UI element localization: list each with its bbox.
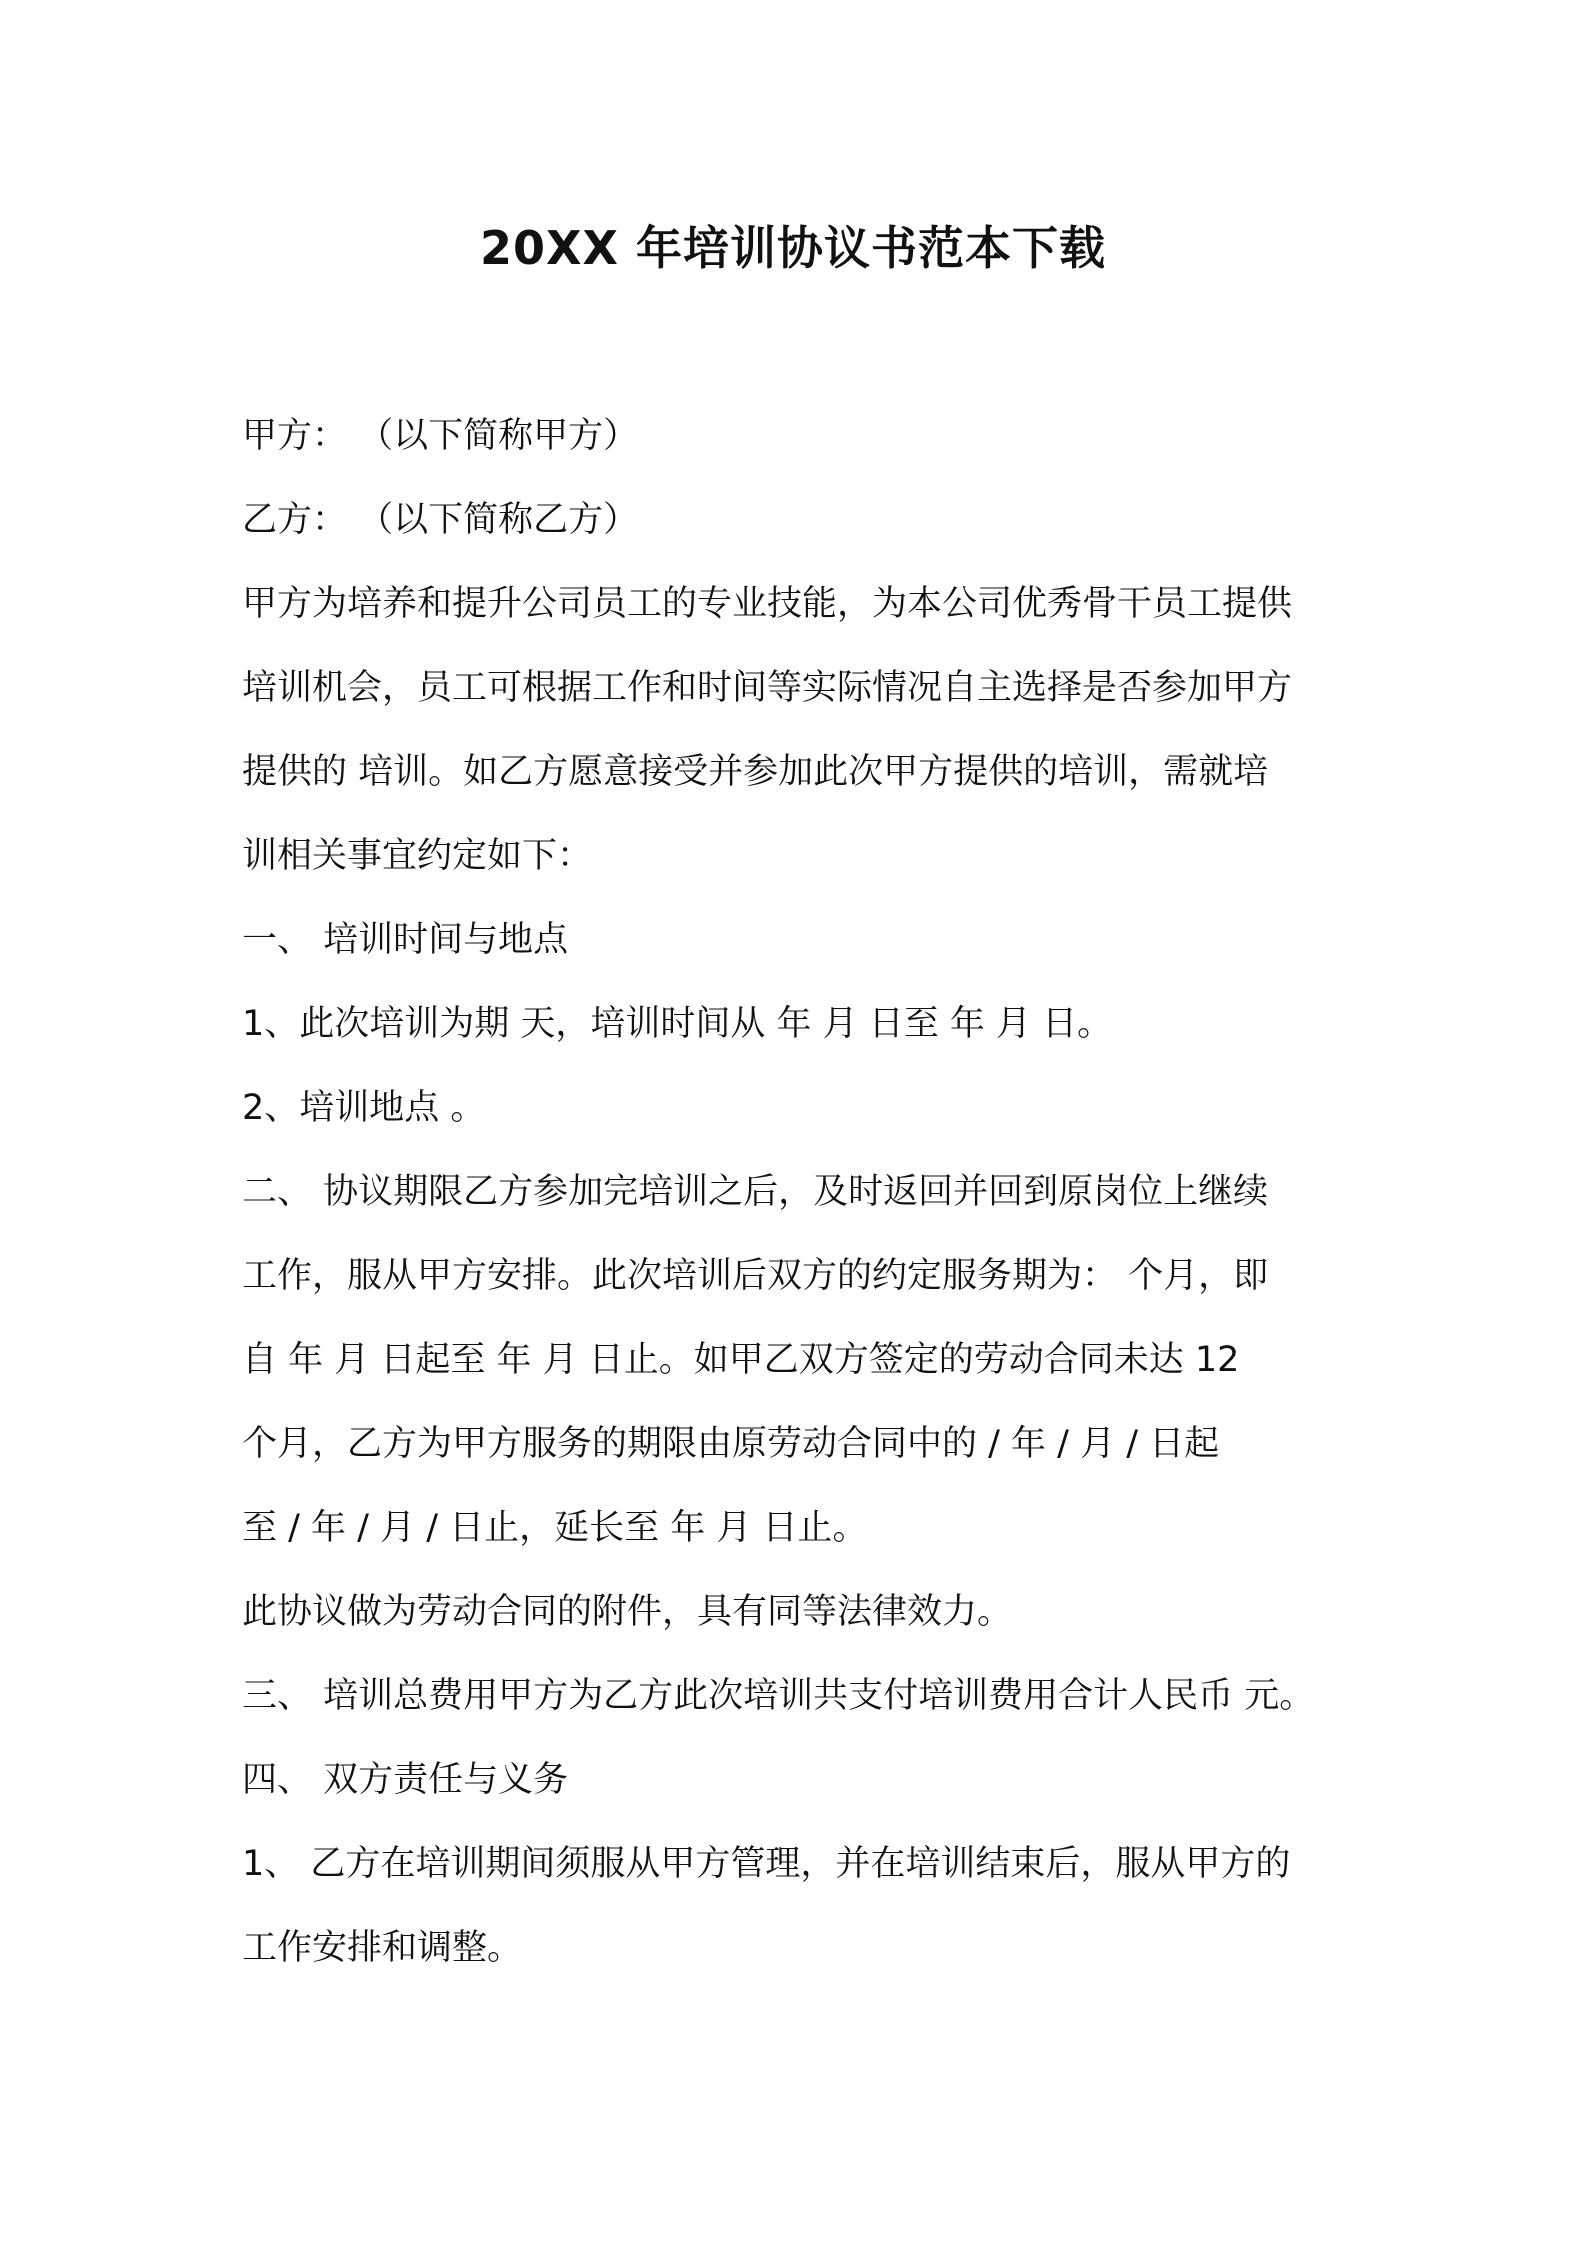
intro-line-2: 培训机会，员工可根据工作和时间等实际情况自主选择是否参加甲方 (242, 668, 1293, 708)
training-time-line: 1、此次培训为期 天，培训时间从 年 月 日至 年 月 日。 (242, 1004, 1113, 1044)
intro-line-3: 提供的 培训。如乙方愿意接受并参加此次甲方提供的培训，需就培 (242, 752, 1269, 792)
section-heading-2: 二、 协议期限乙方参加完培训之后，及时返回并回到原岗位上继续 (242, 1172, 1269, 1212)
party-b-line: 乙方： （以下简称乙方） (242, 500, 639, 540)
section-heading-4: 四、 双方责任与义务 (242, 1760, 569, 1800)
legal-effect-line: 此协议做为劳动合同的附件，具有同等法律效力。 (242, 1592, 1013, 1632)
responsibility-line-2: 工作安排和调整。 (242, 1928, 523, 1968)
service-period-line-3: 个月，乙方为甲方服务的期限由原劳动合同中的 / 年 / 月 / 日起 (242, 1424, 1220, 1464)
section-heading-1: 一、 培训时间与地点 (242, 920, 569, 960)
responsibility-line-1: 1、 乙方在培训期间须服从甲方管理，并在培训结束后，服从甲方的 (242, 1844, 1291, 1884)
section-heading-3: 三、 培训总费用甲方为乙方此次培训共支付培训费用合计人民币 元。 (242, 1676, 1315, 1716)
service-period-line-4: 至 / 年 / 月 / 日止，延长至 年 月 日止。 (242, 1508, 868, 1548)
party-a-line: 甲方： （以下简称甲方） (242, 416, 639, 456)
service-period-line-1: 工作，服从甲方安排。此次培训后双方的约定服务期为： 个月，即 (242, 1256, 1269, 1296)
intro-line-1: 甲方为培养和提升公司员工的专业技能，为本公司优秀骨干员工提供 (242, 584, 1293, 624)
service-period-line-2: 自 年 月 日起至 年 月 日止。如甲乙双方签定的劳动合同未达 12 (242, 1340, 1240, 1380)
intro-line-4: 训相关事宜约定如下： (242, 836, 593, 876)
training-location-line: 2、培训地点 。 (242, 1088, 486, 1128)
document-title: 20XX 年培训协议书范本下载 (480, 221, 1106, 275)
